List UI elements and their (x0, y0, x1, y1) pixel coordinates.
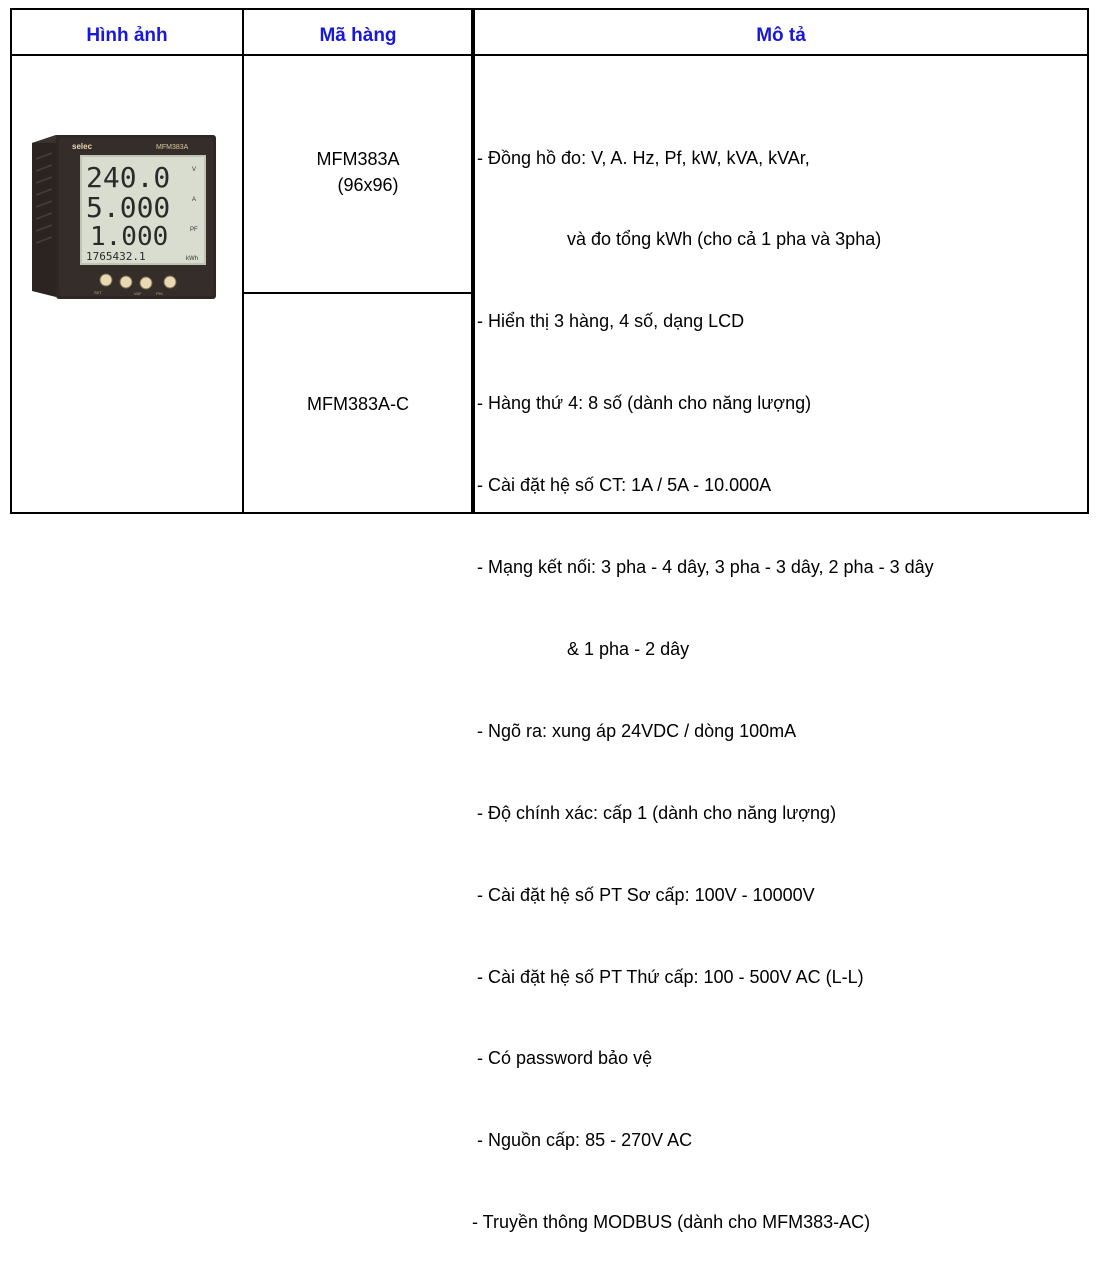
description-line: - Độ chính xác: cấp 1 (dành cho năng lượng) (472, 802, 837, 823)
lcd-unit-a: A (192, 197, 197, 203)
header-description: Mô tả (756, 25, 806, 46)
lcd-row-4: 1765432.1 (86, 250, 146, 263)
description-line: - Truyền thông MODBUS (dành cho MFM383-AC) (472, 1212, 871, 1233)
product-code-1-size: (96x96) (337, 175, 399, 195)
description-line: - Hiển thị 3 hàng, 4 số, dạng LCD (472, 311, 745, 332)
description-line: - Hàng thứ 4: 8 số (dành cho năng lượng) (472, 393, 812, 414)
description-line: - Mạng kết nối: 3 pha - 4 dây, 3 pha - 3 dây, 2 pha - 3 dây (472, 557, 934, 578)
header-image: Hình ảnh (86, 25, 168, 46)
meter-brand: selec (72, 142, 93, 151)
lcd-row-1: 240.0 (86, 161, 171, 194)
product-code-2-name: MFM383A-C (306, 394, 409, 414)
header-code: Mã hàng (319, 25, 397, 46)
product-code-1-name: MFM383A (316, 149, 400, 169)
column-divider-1 (242, 8, 244, 514)
product-code-2 (244, 391, 472, 417)
table-border-left (10, 8, 12, 514)
description-list (472, 90, 934, 1264)
description-line: - Cài đặt hệ số CT: 1A / 5A - 10.000A (472, 475, 772, 496)
meter-button-label-set: SET (94, 290, 102, 295)
description-line: - Đồng hồ đo: V, A. Hz, Pf, kW, kVA, kVAr, (472, 147, 810, 168)
description-line: và đo tổng kWh (cho cả 1 pha và 3pha) (472, 229, 882, 250)
lcd-row-2: 5.000 (86, 191, 171, 224)
code-row-divider (242, 292, 473, 294)
meter-button-label-phi: PHI (156, 291, 163, 296)
lcd-unit-v: V (192, 167, 197, 173)
meter-model: MFM383A (156, 144, 189, 151)
description-line: - Ngõ ra: xung áp 24VDC / dòng 100mA (472, 720, 797, 741)
lcd-row-3: 1.000 (90, 222, 169, 252)
lcd-unit-kwh: kWh (186, 256, 198, 262)
lcd-unit-pf: PF (190, 227, 198, 233)
description-line: - Có password bảo vệ (472, 1048, 653, 1069)
meter-button-label-vaf: VAF (134, 291, 142, 296)
table-border-right (1087, 8, 1089, 514)
description-line: & 1 pha - 2 dây (472, 638, 690, 659)
description-line: - Cài đặt hệ số PT Sơ cấp: 100V - 10000V (472, 884, 815, 905)
description-line: - Nguồn cấp: 85 - 270V AC (472, 1130, 693, 1151)
description-line: - Cài đặt hệ số PT Thứ cấp: 100 - 500V AC (L-L) (472, 966, 864, 987)
meter-image (26, 131, 221, 306)
product-code-1 (244, 146, 472, 198)
